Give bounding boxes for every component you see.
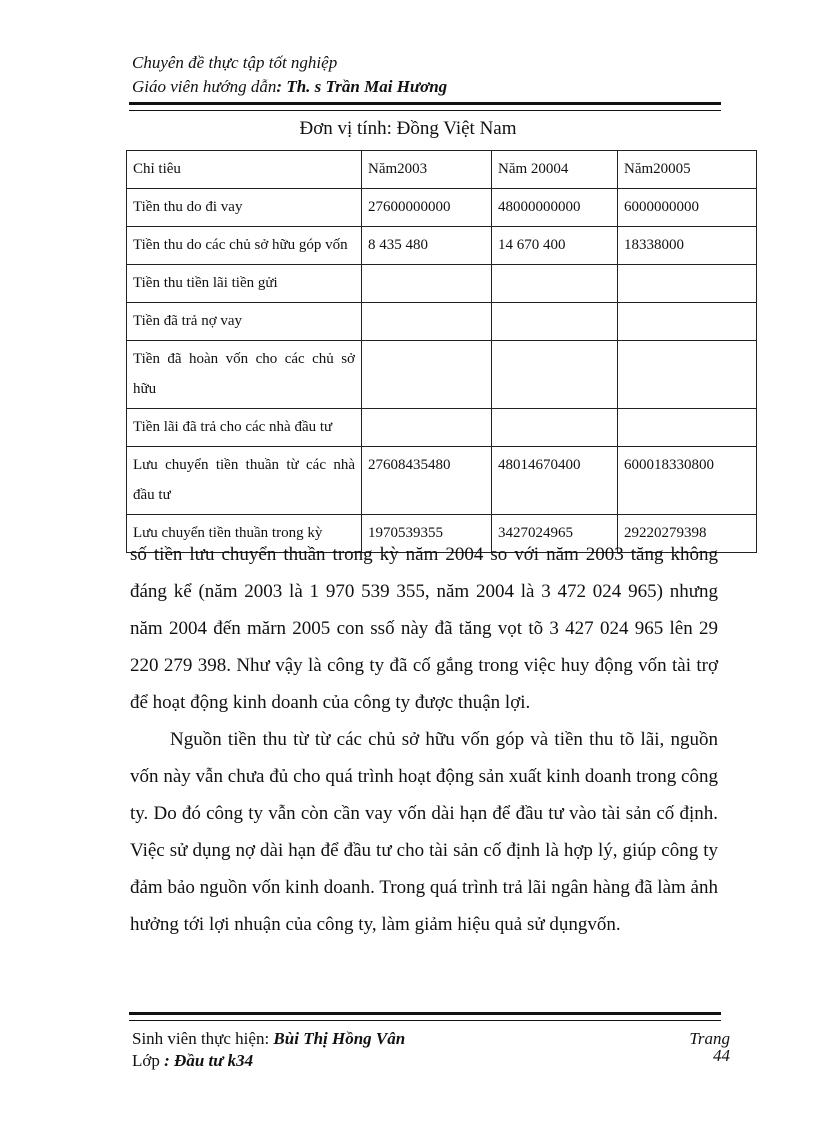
table-cell: 8 435 480 [362,227,492,265]
table-cell [362,409,492,447]
table-cell: 27608435480 [362,447,492,515]
table-cell: 3427024965 [492,515,618,553]
table-row [127,227,757,265]
class-label: Lớp [132,1051,165,1070]
header-divider [129,102,721,111]
table-cell: 6000000000 [618,189,757,227]
student-name: Bùi Thị Hồng Vân [273,1029,406,1048]
table-cell [618,341,757,409]
student-label: Sinh viên thực hiện: [132,1029,274,1048]
row-label: Tiền đã trả nợ vay [127,303,362,341]
table-header-row [127,151,757,189]
table-cell: 27600000000 [362,189,492,227]
row-label: Lưu chuyển tiền thuần trong kỳ [127,515,362,553]
page-number: 44 [713,1046,730,1065]
table-cell: 29220279398 [618,515,757,553]
table-cell: 14 670 400 [492,227,618,265]
table-cell [618,265,757,303]
table-cell [492,303,618,341]
table-cell [492,409,618,447]
paragraph-net-cash-flow: số tiền lưu chuyển thuần trong kỳ năm 2004 so với năm 2003 tăng không đáng kể (năm 2003 là 1 970 539 355, năm 2004 là 3 472 024 965) nhưng năm 2004 đến mărn 2005 con ssố này đã tăng vọt tõ 3 427 024 965 lên 29 220 279 398. Như vậy là công ty đã cố gắng trong việc huy động vốn tài trợ để hoạt động kinh doanh của công ty được thuận lợi. [130,544,718,713]
supervisor-label: Giáo viên hướng dẫn [132,77,277,96]
supervisor-name: : Th. s Trần Mai Hương [276,77,448,96]
table-row [127,341,757,409]
footer-divider [129,1012,721,1021]
table-cell [362,303,492,341]
table-row [127,447,757,515]
page-label: Trang [689,1029,730,1048]
table-cell [618,303,757,341]
row-label: Tiền thu do đi vay [127,189,362,227]
row-label: Tiền thu do các chủ sở hữu góp vốn [127,227,362,265]
table-row [127,409,757,447]
table-row [127,265,757,303]
header-cell: Chỉ tiêu [127,151,362,189]
unit-label: Đơn vị tính: Đồng Việt Nam [299,118,517,139]
class-name: : Đầu tư k34 [164,1051,254,1070]
table-cell [492,341,618,409]
class-line [132,1050,405,1072]
row-label: Tiền lãi đã trả cho các nhà đầu tư [127,409,362,447]
table-cell [362,265,492,303]
table-cell [362,341,492,409]
student-line [132,1028,405,1050]
table-cell: 1970539355 [362,515,492,553]
table-row [127,189,757,227]
row-label: Lưu chuyển tiền thuần từ các nhà đầu tư [127,447,362,515]
table-cell [492,265,618,303]
row-label: Tiền đã hoàn vốn cho các chủ sở hữu [127,341,362,409]
cash-flow-table [126,150,757,553]
header-cell: Năm 20004 [492,151,618,189]
report-type: Chuyên đề thực tập tốt nghiệp [132,53,338,72]
row-label: Tiền thu tiền lãi tiền gửi [127,265,362,303]
table-cell: 600018330800 [618,447,757,515]
table-cell: 18338000 [618,227,757,265]
page-footer [132,1028,405,1072]
table-row [127,303,757,341]
table-cell [618,409,757,447]
paragraph-funding-sources: Nguồn tiền thu từ từ các chủ sở hữu vốn góp và tiền thu tõ lãi, nguồn vốn này vẫn chưa đủ cho quá trình hoạt động sản xuất kinh doanh trong công ty. Do đó công ty vẫn còn cần vay vốn dài hạn để đầu tư vào tài sản cố định. Việc sử dụng nợ dài hạn để đầu tư cho tài sản cố định là hợp lý, giúp công ty đảm bảo nguồn vốn kinh doanh. Trong quá trình trả lãi ngân hàng đã làm ảnh hưởng tới lợi nhuận của công ty, làm giảm hiệu quả sử dụngvốn. [130,729,718,935]
header-cell: Năm20005 [618,151,757,189]
supervisor-line [132,76,732,98]
table-cell: 48014670400 [492,447,618,515]
page-header [132,52,732,98]
table-cell: 48000000000 [492,189,618,227]
page-number-block [689,1030,730,1064]
header-cell: Năm2003 [362,151,492,189]
